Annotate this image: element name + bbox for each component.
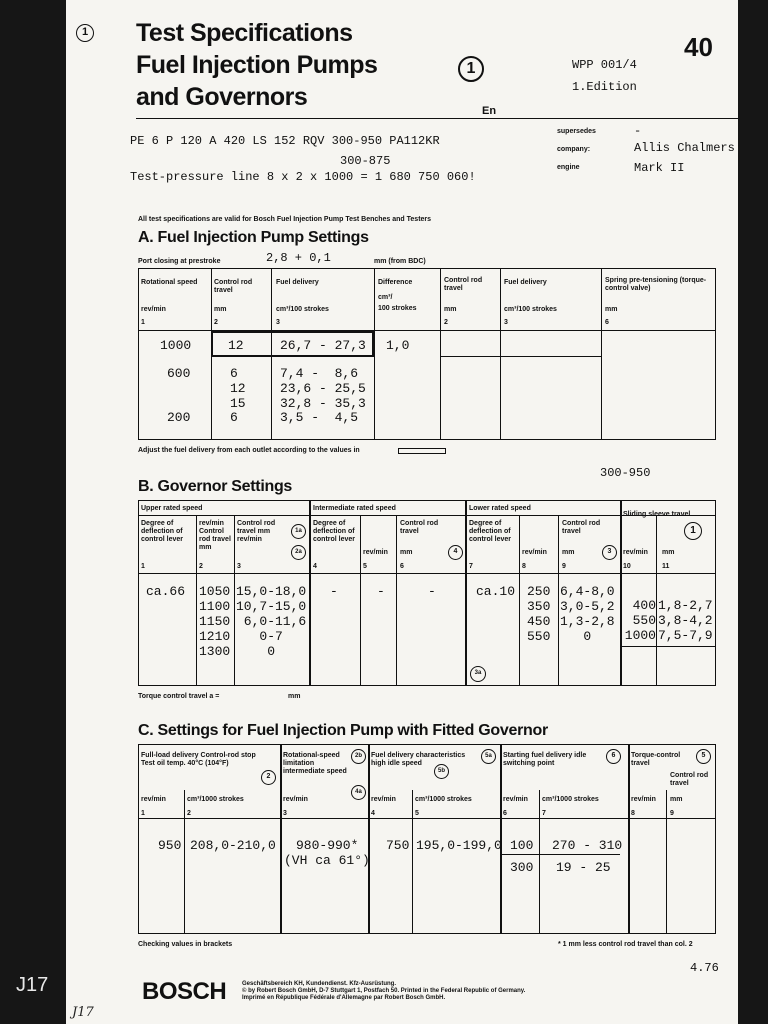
b-upper-degree: ca.66 [146, 584, 186, 599]
left-scan-border [0, 0, 66, 1024]
b-col-line [656, 515, 657, 686]
a-h-rod: Control rod travel [214, 279, 253, 294]
b-col-num: 7 [469, 563, 473, 570]
a-r1-speed: 1000 [160, 338, 192, 353]
b-h-ctrl: Control rod travel mm rev/min [237, 520, 276, 543]
torque-control-unit: mm [288, 693, 301, 700]
c-start-delivery1: 270 - 310 [552, 838, 623, 853]
b-upper-rod: 15,0-18,0 10,7-15,0 6,0-11,6 0-7 0 [236, 584, 307, 659]
c-start-rev2: 300 [510, 860, 534, 875]
b-slide-rev: 400 550 1000 [624, 598, 656, 643]
a-r1-diff: 1,0 [386, 338, 410, 353]
adjust-note-box [398, 448, 446, 454]
a-col-line [440, 268, 441, 440]
b-col-num: 2 [199, 563, 203, 570]
title-line-1: Test Specifications [136, 19, 353, 47]
a-u-100: 100 strokes [378, 305, 417, 312]
c-col-num: 2 [187, 810, 191, 817]
a-r1-rod: 12 [228, 338, 244, 353]
a-u-mm2: mm [444, 306, 457, 313]
header-circle-number: 1 [76, 24, 94, 42]
c-full-rev: 950 [158, 838, 182, 853]
b-col-num: 11 [662, 563, 670, 570]
a-col-num: 2 [214, 319, 218, 326]
c-u-revmin3: rev/min [371, 796, 396, 803]
bosch-logo: BOSCH [142, 978, 227, 1005]
b-col-line [558, 515, 559, 686]
c-u-revmin: rev/min [141, 796, 166, 803]
a-h-rod2: Control rod travel [444, 277, 483, 292]
a-col-num: 6 [605, 319, 609, 326]
c-col-line [666, 790, 667, 934]
engine-label: engine [557, 164, 580, 171]
pump-designation: PE 6 P 120 A 420 LS 152 RQV 300-950 PA112KR [130, 134, 440, 148]
a-r3-rod: 6 [230, 410, 238, 425]
c-col-num: 8 [631, 810, 635, 817]
c-col-num: 6 [503, 810, 507, 817]
c-u-cm3c: cm³/1000 strokes [542, 796, 599, 803]
b-circle-3: 3 [602, 545, 617, 560]
a-h-fuel: Fuel delivery [276, 279, 319, 286]
pump-governor-range: 300-875 [340, 154, 391, 168]
c-full-delivery: 208,0-210,0 [190, 838, 276, 853]
footer-date: 4.76 [690, 961, 719, 975]
b-col-num: 4 [313, 563, 317, 570]
b-col-line [360, 515, 361, 686]
a-u-cm3: cm³/100 strokes [276, 306, 329, 313]
a-col-num: 1 [141, 319, 145, 326]
c-col-num: 3 [283, 810, 287, 817]
c-col-num: 5 [415, 810, 419, 817]
c-u-revmin5: rev/min [631, 796, 656, 803]
section-b-range: 300-950 [600, 466, 651, 480]
c-circle-2: 2 [261, 770, 276, 785]
b-col-line [519, 515, 520, 686]
c-u-revmin4: rev/min [503, 796, 528, 803]
a-h-spring: Spring pre-tensioning (torque-control valve) [605, 277, 707, 292]
imprint-line-3: Imprimé en République Fédérale d'Allemagne par Robert Bosch GmbH. [242, 995, 446, 1001]
c-circle-2b: 2b [351, 749, 366, 764]
side-tab-label: J17 [16, 974, 49, 996]
title-line-3: and Governors [136, 83, 308, 111]
a-col-line [601, 268, 602, 440]
b-u-revmin: rev/min [363, 549, 388, 556]
test-pressure-line: Test-pressure line 8 x 2 x 1000 = 1 680 750 060! [130, 170, 476, 184]
edition: 1.Edition [572, 80, 637, 94]
handwritten-mark: J17 [72, 1005, 94, 1020]
b-col-num: 5 [363, 563, 367, 570]
a-h-fuel2: Fuel delivery [504, 279, 547, 286]
company-label: company: [557, 146, 591, 153]
imprint-line-1: Geschäftsbereich KH, Kundendienst. Kfz-Ausrüstung. [242, 981, 397, 987]
b-lower-degree: ca.10 [476, 584, 516, 599]
c-circle-5: 5 [696, 749, 711, 764]
document-page [66, 0, 738, 1024]
a-u-cm3c: cm³/100 strokes [504, 306, 557, 313]
c-col-num: 4 [371, 810, 375, 817]
doc-code: WPP 001/4 [572, 58, 637, 72]
b-lower-rod: 6,4-8,0 3,0-5,2 1,3-2,8 0 [560, 584, 615, 644]
b-h-lower: Lower rated speed [469, 505, 531, 512]
a-r1-fuel: 26,7 - 27,3 [280, 338, 366, 353]
page-number: 40 [684, 32, 713, 62]
c-h-ctrl: Control rod travel [670, 772, 709, 787]
company-value: Allis Chalmers [634, 141, 735, 155]
section-b-title: B. Governor Settings [138, 478, 293, 495]
c-col-num: 7 [542, 810, 546, 817]
a-r2-speed: 600 [167, 366, 191, 381]
torque-control-note: Torque control travel a = [138, 693, 220, 700]
language-tag: En [482, 105, 497, 117]
port-closing-unit: mm (from BDC) [374, 258, 426, 265]
b-u-revmin3: rev/min [623, 549, 648, 556]
b-inter-degree: - [330, 584, 338, 599]
right-scan-border [738, 0, 768, 1024]
b-col-line [396, 515, 397, 686]
a-h-speed: Rotational speed [141, 279, 198, 286]
a-u-revmin: rev/min [141, 306, 166, 313]
b-circle-1: 1 [684, 522, 702, 540]
a-col-num: 3 [276, 319, 280, 326]
b-h-upper: Upper rated speed [141, 505, 203, 512]
b-group-line [309, 500, 311, 686]
b-inter-rev: - [377, 584, 385, 599]
c-start-delivery2: 19 - 25 [556, 860, 611, 875]
checking-note: Checking values in brackets [138, 941, 233, 948]
c-col-line [412, 790, 413, 934]
b-h-ctrl3: Control rod travel [562, 520, 601, 535]
a-r3-fuel: 3,5 - 4,5 [280, 410, 359, 425]
b-group-line [620, 500, 622, 686]
a-col-num: 2 [444, 319, 448, 326]
supersedes-value: - [634, 124, 642, 138]
c-h-start: Starting fuel delivery idle switching point [503, 752, 587, 767]
c-u-mm: mm [670, 796, 683, 803]
b-group-line [465, 500, 467, 686]
a-row-rule [440, 356, 602, 357]
c-circle-5b: 5b [434, 764, 449, 779]
engine-value: Mark II [634, 161, 685, 175]
supersedes-label: supersedes [557, 128, 596, 135]
c-circle-4a: 4a [351, 785, 366, 800]
b-upper-rev: 1050 1100 1150 1210 1300 [199, 584, 231, 659]
b-header-rule [138, 573, 716, 574]
c-h-fdc: Fuel delivery characteristics high idle speed [371, 752, 466, 767]
b-u-mm3: mm [662, 549, 675, 556]
port-closing-value: 2,8 + 0,1 [266, 251, 331, 265]
c-u-cm3b: cm³/1000 strokes [415, 796, 472, 803]
b-circle-1a: 1a [291, 524, 306, 539]
a-r3-speed: 200 [167, 410, 191, 425]
c-col-line [539, 790, 540, 934]
title-circle-number: 1 [458, 56, 484, 82]
b-h-revmin-rod: rev/min Control rod travel mm [199, 520, 231, 551]
c-h-rot: Rotational-speed limitation intermediate speed [283, 752, 347, 775]
a-u-mm: mm [214, 306, 227, 313]
a-u-mm3: mm [605, 306, 618, 313]
c-col-num: 1 [141, 810, 145, 817]
test-validity-note: All test specifications are valid for Bosch Fuel Injection Pump Test Benches and Testers [138, 216, 432, 223]
c-group-line [628, 744, 630, 934]
c-fdc-delivery: 195,0-199,0 [416, 838, 502, 853]
b-col-num: 8 [522, 563, 526, 570]
b-h-degree2: Degree of deflection of control lever [313, 520, 356, 543]
b-u-revmin2: rev/min [522, 549, 547, 556]
b-circle-4: 4 [448, 545, 463, 560]
c-h-full: Full-load delivery Control-rod stop Test oil temp. 40°C (104°F) [141, 752, 256, 767]
port-closing-label: Port closing at prestroke [138, 258, 221, 265]
b-col-line [196, 515, 197, 686]
a-r2-fuel: 7,4 - 8,6 23,6 - 25,5 32,8 - 35,3 [280, 366, 366, 411]
b-lower-rev: 250 350 450 550 [527, 584, 551, 644]
section-a-title: A. Fuel Injection Pump Settings [138, 229, 369, 246]
a-u-cm3b: cm³/ [378, 294, 393, 301]
a-col-line [374, 268, 375, 440]
b-h-degree: Degree of deflection of control lever [141, 520, 184, 543]
a-r2-rod: 6 12 15 [230, 366, 246, 411]
b-circle-3a: 3a [470, 666, 486, 682]
b-h-ctrl2: Control rod travel [400, 520, 439, 535]
c-col-num: 9 [670, 810, 674, 817]
a-col-num: 3 [504, 319, 508, 326]
c-start-rev1: 100 [510, 838, 534, 853]
c-fdc-rev: 750 [386, 838, 410, 853]
c-u-cm3: cm³/1000 strokes [187, 796, 244, 803]
b-u-mm2: mm [562, 549, 575, 556]
b-col-num: 1 [141, 563, 145, 570]
c-h-torque: Torque-control travel [631, 752, 681, 767]
b-inter-rod: - [428, 584, 436, 599]
b-slide-mm: 1,8-2,7 3,8-4,2 7,5-7,9 [658, 598, 713, 643]
c-circle-6: 6 [606, 749, 621, 764]
c-rot-note: (VH ca 61°) [284, 853, 370, 868]
c-group-line [368, 744, 370, 934]
c-circle-5a: 5a [481, 749, 496, 764]
b-circle-2a: 2a [291, 545, 306, 560]
b-h-sliding: Sliding sleeve travel [623, 511, 691, 518]
a-col-line [500, 268, 501, 440]
b-h-degree3: Degree of deflection of control lever [469, 520, 512, 543]
imprint-line-2: © by Robert Bosch GmbH, D-7 Stuttgart 1, Postfach 50. Printed in the Federal Republic of Germany. [242, 988, 526, 994]
b-col-num: 6 [400, 563, 404, 570]
b-col-num: 9 [562, 563, 566, 570]
b-slide-underline [620, 646, 716, 647]
b-col-line [234, 515, 235, 686]
b-col-num: 3 [237, 563, 241, 570]
b-col-num: 10 [623, 563, 631, 570]
footnote: * 1 mm less control rod travel than col. 2 [558, 941, 693, 948]
c-group-line [280, 744, 282, 934]
c-start-rule [500, 854, 620, 855]
header-rule [136, 118, 738, 119]
c-rot-rev: 980-990* [296, 838, 359, 853]
adjust-note: Adjust the fuel delivery from each outlet according to the values in [138, 447, 360, 454]
b-u-mm: mm [400, 549, 413, 556]
c-col-line [184, 790, 185, 934]
title-line-2: Fuel Injection Pumps [136, 51, 378, 79]
a-h-diff: Difference [378, 279, 413, 286]
section-c-title: C. Settings for Fuel Injection Pump with Fitted Governor [138, 722, 548, 739]
b-h-inter: Intermediate rated speed [313, 505, 396, 512]
c-u-revmin2: rev/min [283, 796, 308, 803]
